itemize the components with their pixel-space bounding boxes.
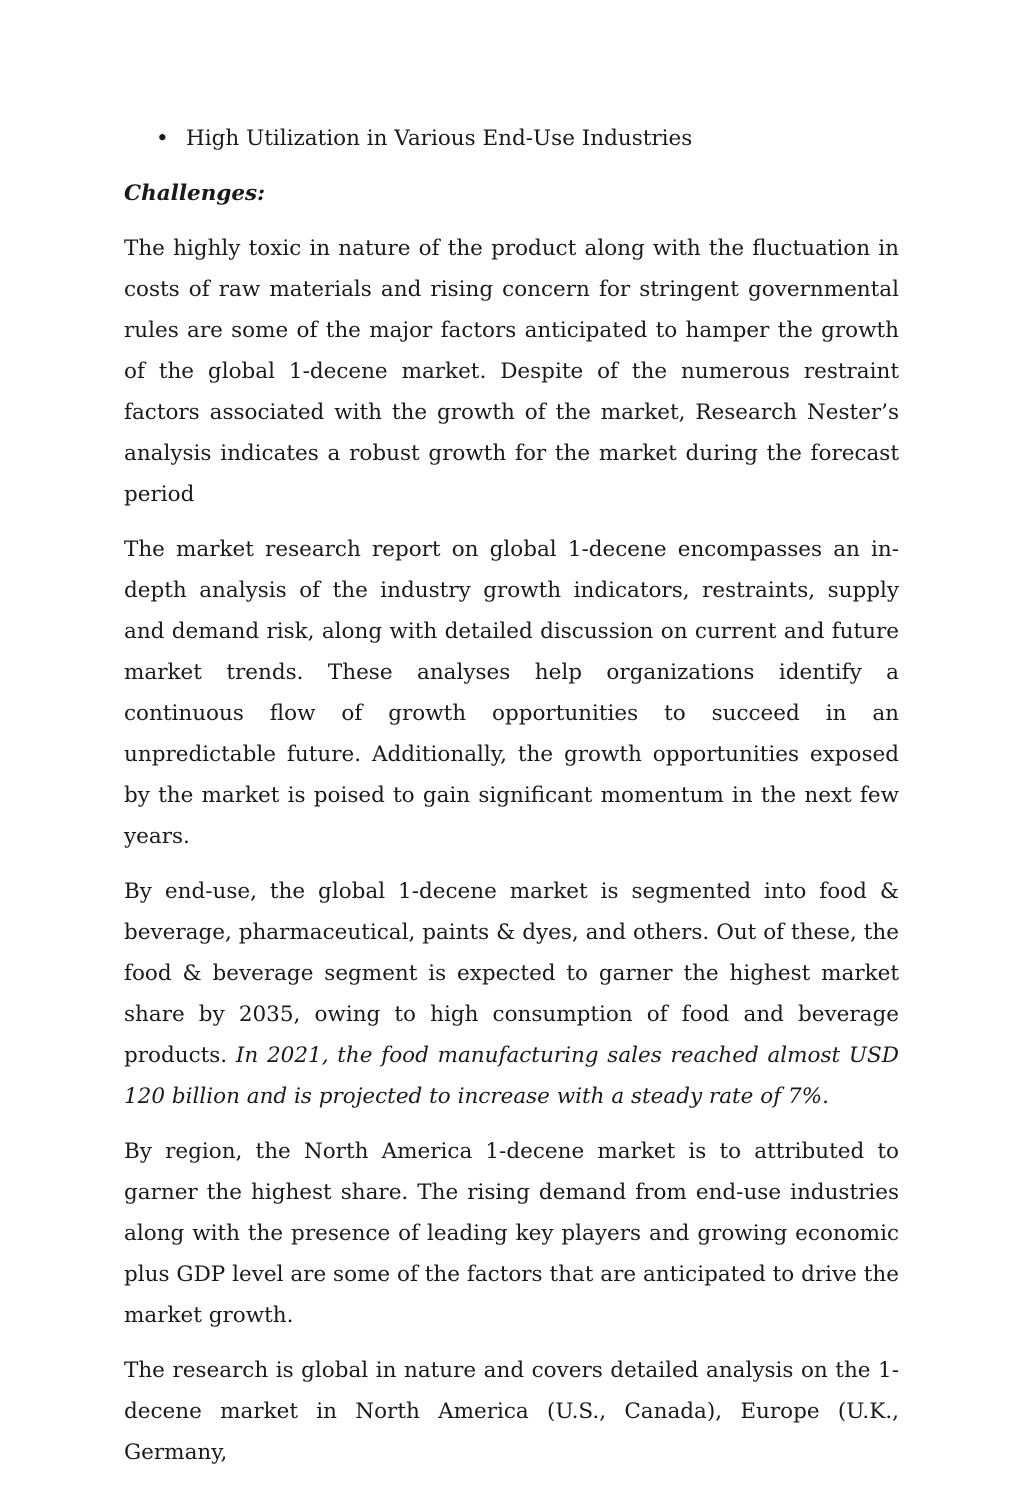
paragraph-region: By region, the North America 1-decene market is to attributed to garner the highest share. The rising demand from end-use industries along with the presence of leading key players and growing economic plus GDP level are some of the factors that are anticipated to drive the market growth. (124, 1139, 899, 1328)
paragraph-challenges: The highly toxic in nature of the product along with the fluctuation in costs of raw materials and rising concern for stringent governmental rules are some of the major factors anticipated to hamper the growth of the global 1-decene market. Despite of the numerous restraint factors associated with the growth of the market, Research Nester’s analysis indicates a robust growth for the market during the forecast period (124, 236, 899, 507)
paragraph-research-scope: The research is global in nature and covers detailed analysis on the 1-decene market in North America (U.S., Canada), Europe (U.K., Germany, (124, 1358, 899, 1465)
paragraph-report-overview: The market research report on global 1-decene encompasses an in-depth analysis of the industry growth indicators, restraints, supply and demand risk, along with detailed discussion on current and future market trends. These analyses help organizations identify a continuous flow of growth opportunities to succeed in an unpredictable future. Additionally, the growth opportunities exposed by the market is poised to gain significant momentum in the next few years. (124, 537, 899, 849)
bullet-icon: • (156, 126, 169, 151)
list-item (124, 118, 899, 159)
document-page (124, 118, 899, 1487)
bullet-list (124, 118, 899, 159)
end-use-italic-text: In 2021, the food manufacturing sales reached almost USD 120 billion and is projected to increase with a steady rate of 7%. (124, 1043, 899, 1109)
end-use-text: By end-use, the global 1-decene market is segmented into food & beverage, pharmaceutical, paints & dyes, and others. Out of these, the food & beverage segment is expected to garner the highest market share by 2035, owing to high consumption of food and beverage products. (124, 879, 899, 1068)
bullet-text: High Utilization in Various End-Use Industries (186, 126, 693, 151)
paragraph-end-use (124, 871, 899, 1117)
section-heading: Challenges: (124, 181, 266, 206)
